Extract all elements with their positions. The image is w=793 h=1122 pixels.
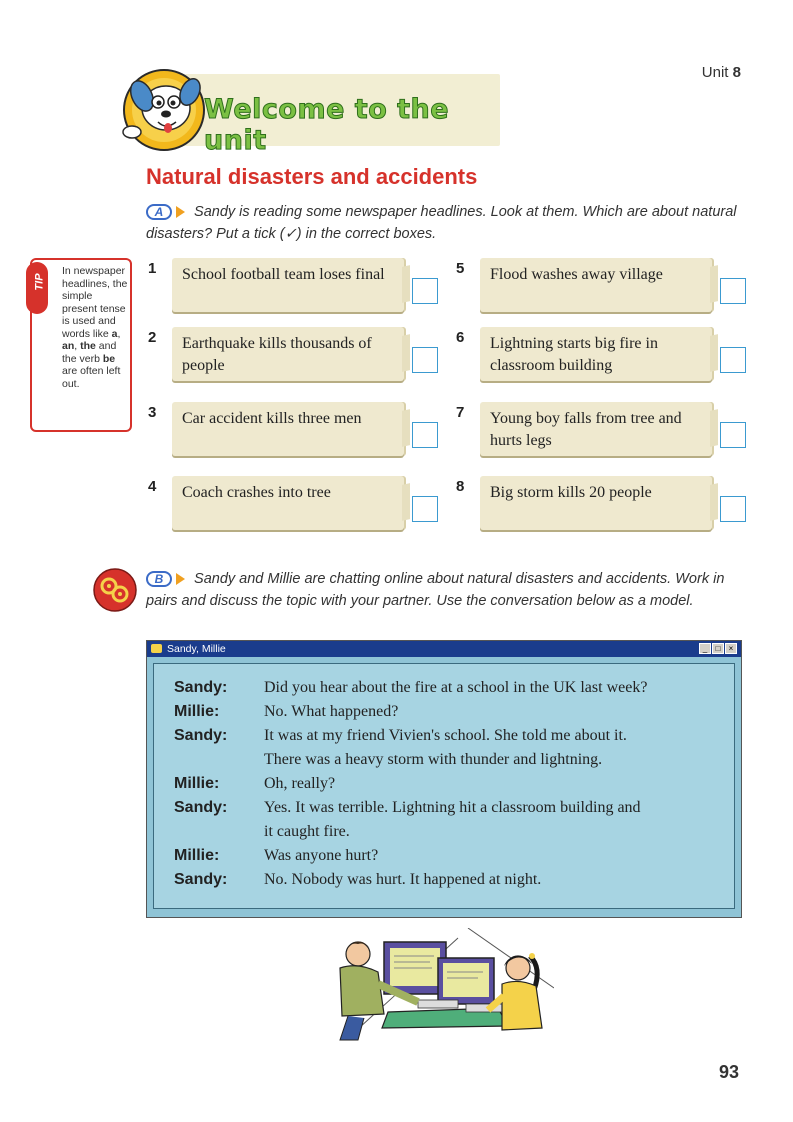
part-b-letter: B (154, 572, 164, 587)
chat-speaker: Sandy: (174, 871, 228, 888)
part-a-instruction: Sandy is reading some newspaper headlines. Look at them. Which are about natural disasters? Put a tick (✓) in the correct boxes. (146, 204, 737, 242)
headline-text: Earthquake kills thousands of people (182, 335, 372, 374)
minimize-icon[interactable]: _ (699, 643, 711, 654)
chat-text: There was a heavy storm with thunder and lightning. (264, 751, 603, 768)
chat-title-bar (147, 641, 741, 657)
part-a-marker (146, 202, 190, 222)
tick-box[interactable] (412, 278, 438, 304)
tick-box[interactable] (720, 278, 746, 304)
headline-paper (172, 327, 404, 381)
chat-text: Was anyone hurt? (264, 847, 379, 864)
chat-text: No. Nobody was hurt. It happened at night. (264, 871, 542, 888)
chat-speaker: Millie: (174, 703, 220, 720)
headline-number: 4 (148, 478, 157, 495)
headline-text: School football team loses final (182, 266, 385, 283)
headline-text: Young boy falls from tree and hurts legs (490, 410, 682, 449)
tip-sep-2: , (74, 340, 81, 352)
tip-word-be: be (102, 352, 116, 365)
part-a-instruction-block (146, 201, 746, 245)
headline-number: 6 (456, 329, 465, 346)
part-a-letter: A (154, 205, 164, 220)
tick-box[interactable] (720, 347, 746, 373)
headline-text: Big storm kills 20 people (490, 484, 652, 501)
headline-number: 5 (456, 260, 465, 277)
unit-prefix: Unit (701, 64, 729, 81)
tip-badge-label: TIP (33, 273, 46, 291)
headline-number: 2 (148, 329, 157, 346)
headline-number: 7 (456, 404, 465, 421)
tip-text-2: and the verb (62, 340, 117, 365)
headline-text: Lightning starts big fire in classroom building (490, 335, 658, 374)
tip-text-3: are often left out. (62, 365, 121, 390)
play-arrow-icon (176, 206, 185, 218)
part-b-marker (146, 569, 190, 589)
headline-text: Car accident kills three men (182, 410, 362, 427)
tip-word-the: the (80, 340, 96, 352)
tick-box[interactable] (412, 496, 438, 522)
tip-word-an: an (62, 340, 75, 352)
part-b-instruction: Sandy and Millie are chatting online about natural disasters and accidents. Work in pairs and discuss the topic with your partner. Use the conversation below as a model. (146, 571, 725, 609)
unit-number: 8 (732, 64, 741, 81)
dog-mascot-icon (118, 66, 214, 152)
headline-paper (480, 476, 712, 530)
chat-text: No. What happened? (264, 703, 399, 720)
tip-badge (26, 262, 48, 314)
tip-box (30, 258, 132, 432)
chat-text: Did you hear about the fire at a school in the UK last week? (264, 679, 648, 696)
kids-at-computers-illustration (318, 928, 554, 1044)
part-b-instruction-block (146, 568, 746, 612)
page-number: 93 (718, 1062, 739, 1082)
headline-text: Coach crashes into tree (182, 484, 331, 501)
chat-speaker: Sandy: (174, 679, 228, 696)
maximize-icon[interactable]: □ (712, 643, 724, 654)
unit-banner (118, 66, 498, 156)
chat-text: Yes. It was terrible. Lightning hit a classroom building and (264, 799, 641, 816)
chat-window (146, 640, 742, 918)
tip-sep-1: , (117, 327, 121, 340)
play-arrow-icon (176, 573, 185, 585)
headline-paper (172, 476, 404, 530)
tick-box[interactable] (720, 422, 746, 448)
chat-text: Oh, really? (264, 775, 336, 792)
headline-paper (480, 258, 712, 312)
headline-number: 8 (456, 478, 465, 495)
headline-number: 3 (148, 404, 157, 421)
chat-app-icon (151, 644, 162, 653)
chat-window-title: Sandy, Millie (167, 643, 226, 655)
chat-speaker: Sandy: (174, 799, 228, 816)
tip-word-a: a (111, 327, 118, 340)
headline-text: Flood washes away village (490, 266, 663, 283)
chat-speaker: Millie: (174, 847, 220, 864)
tick-box[interactable] (412, 347, 438, 373)
section-title: Natural disasters and accidents (146, 164, 478, 189)
tip-text-1: In newspaper headlines, the simple present tense is used and words like (62, 265, 128, 340)
headline-number: 1 (148, 260, 157, 277)
chat-text: it caught fire. (264, 823, 350, 840)
headline-paper (172, 258, 404, 312)
chat-text: It was at my friend Vivien's school. She told me about it. (264, 727, 627, 744)
chat-speaker: Sandy: (174, 727, 228, 744)
pair-work-icon (92, 567, 138, 613)
headline-paper (480, 402, 712, 456)
chat-body (153, 663, 735, 909)
chat-speaker: Millie: (174, 775, 220, 792)
tip-text (62, 265, 130, 390)
headline-paper (172, 402, 404, 456)
headline-paper (480, 327, 712, 381)
tick-box[interactable] (720, 496, 746, 522)
tick-box[interactable] (412, 422, 438, 448)
unit-label (702, 64, 741, 81)
banner-title: Welcome to the unit (204, 94, 450, 156)
close-icon[interactable]: × (725, 643, 737, 654)
